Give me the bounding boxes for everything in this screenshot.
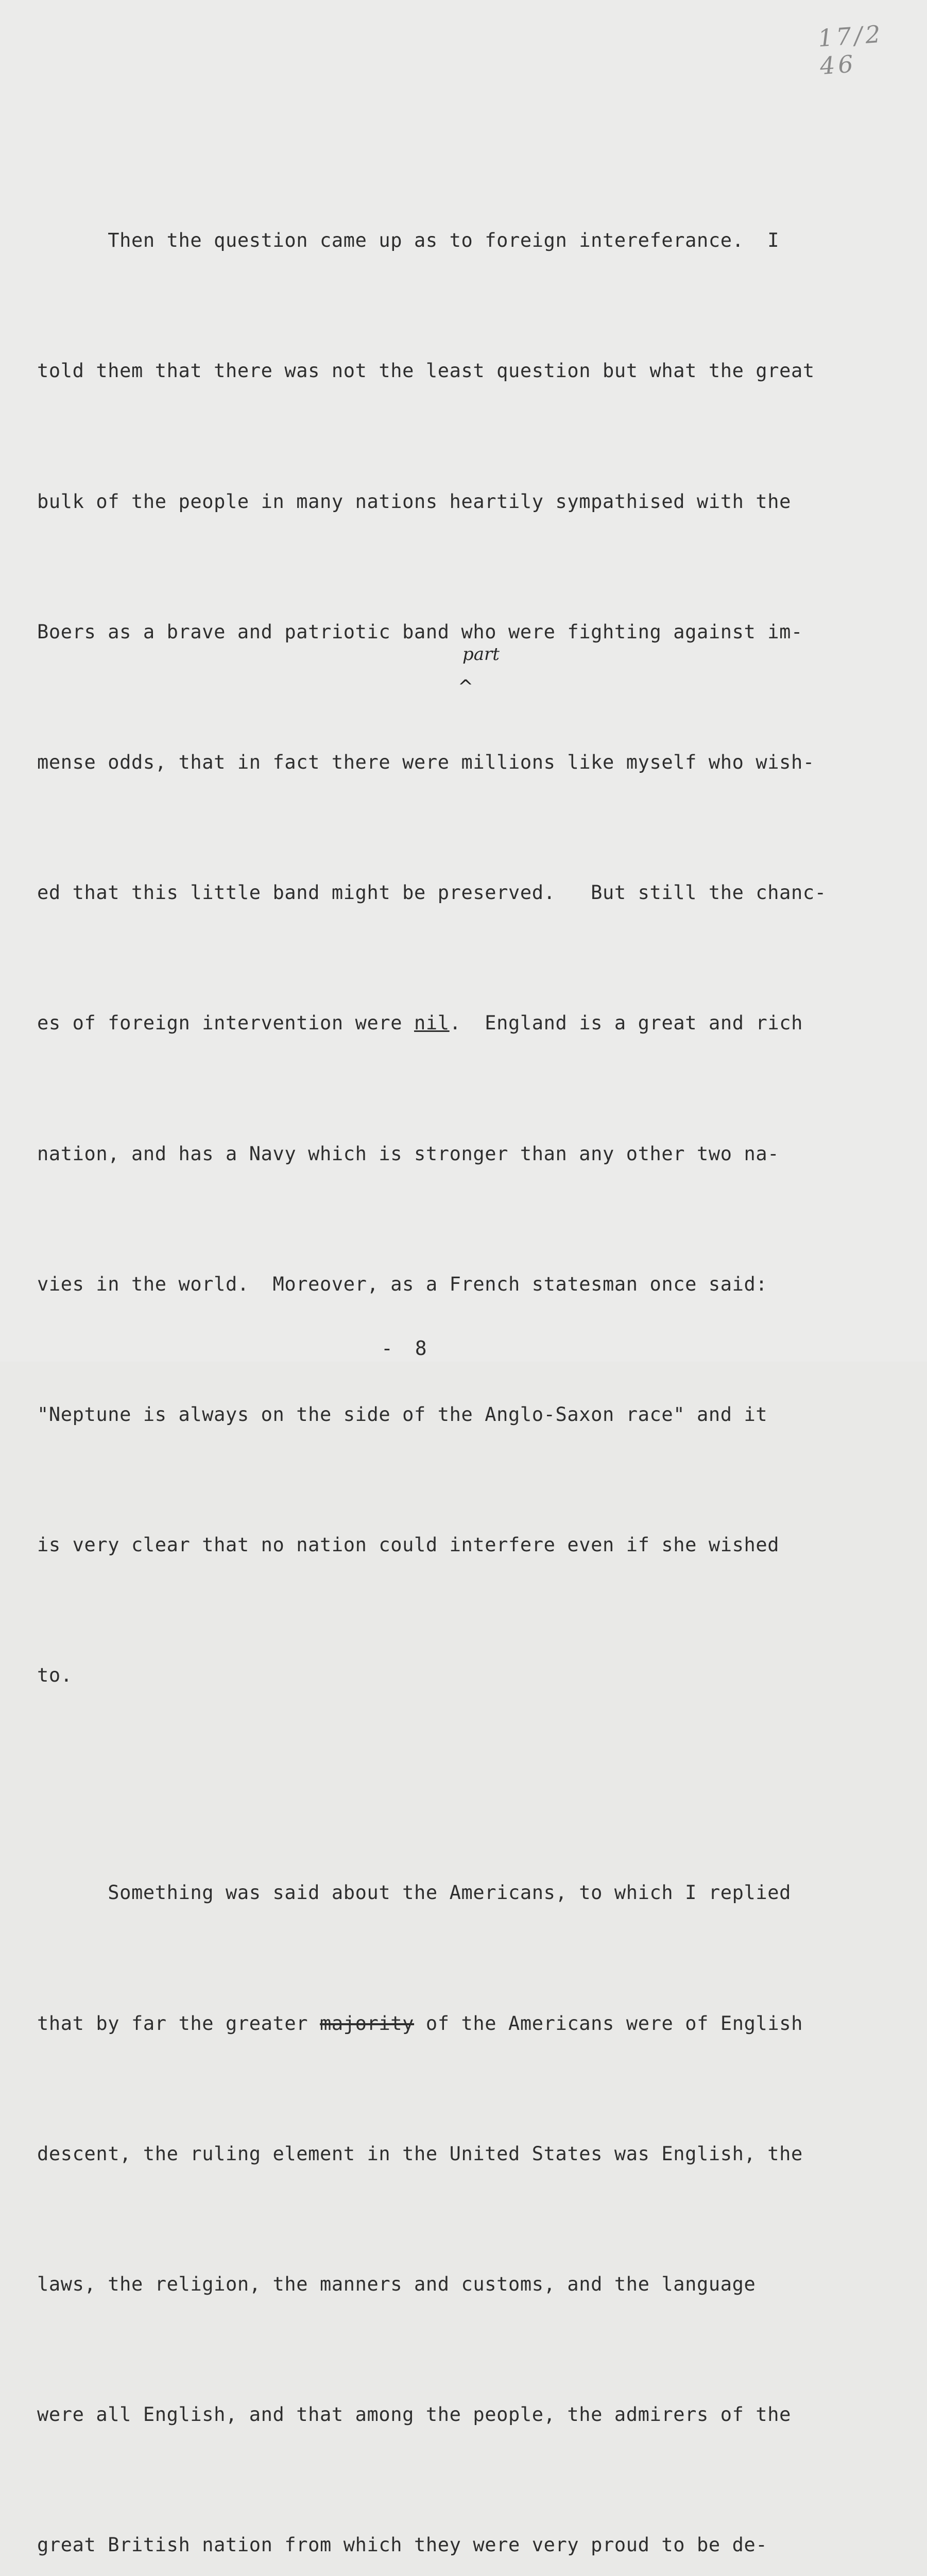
text-line: were all English, and that among the people, the admirers of the [37,2403,792,2426]
text-segment: es of foreign intervention were [37,1012,415,1035]
text-segment: that by far the greater [37,2012,320,2035]
text-line: Something was said about the Americans, to which I replied [37,1882,792,1904]
text-line-struck [37,2002,913,2045]
text-line-underlined [37,1002,913,1045]
text-line: great British nation from which they were very proud to be de- [37,2534,768,2556]
text-line: to. [37,1664,73,1687]
struck-word: majority [320,2012,415,2035]
text-line: bulk of the people in many nations heartily sympathised with the [37,490,792,513]
text-segment: . England is a great and rich [449,1012,803,1035]
text-line: nation, and has a Navy which is stronger than any other two na- [37,1142,780,1165]
text-line: mense odds, that in fact there were millions like myself who wish- [37,751,815,774]
typescript-body [37,89,913,2576]
page-number: - 8 [381,1337,432,1360]
text-line: descent, the ruling element in the United States was English, the [37,2142,803,2165]
underlined-word: nil [414,1012,450,1035]
text-line: laws, the religion, the manners and customs, and the language [37,2273,756,2296]
text-line: vies in the world. Moreover, as a French statesman once said: [37,1273,768,1295]
text-line: told them that there was not the least question but what the great [37,360,815,382]
text-line: "Neptune is always on the side of the Anglo-Saxon race" and it [37,1403,768,1426]
text-segment: of the Americans were of English [414,2012,803,2035]
text-line: Then the question came up as to foreign intereferance. I [37,229,780,252]
text-line: is very clear that no nation could interfere even if she wished [37,1534,780,1556]
archive-folio-mark: 17/2 46 [817,20,885,80]
text-line: ed that this little band might be preserved. But still the chanc- [37,882,827,904]
handwritten-insertion: part [462,644,500,665]
caret-mark: ^ [458,676,474,698]
text-line: Boers as a brave and patriotic band who were fighting against im- [37,620,803,643]
